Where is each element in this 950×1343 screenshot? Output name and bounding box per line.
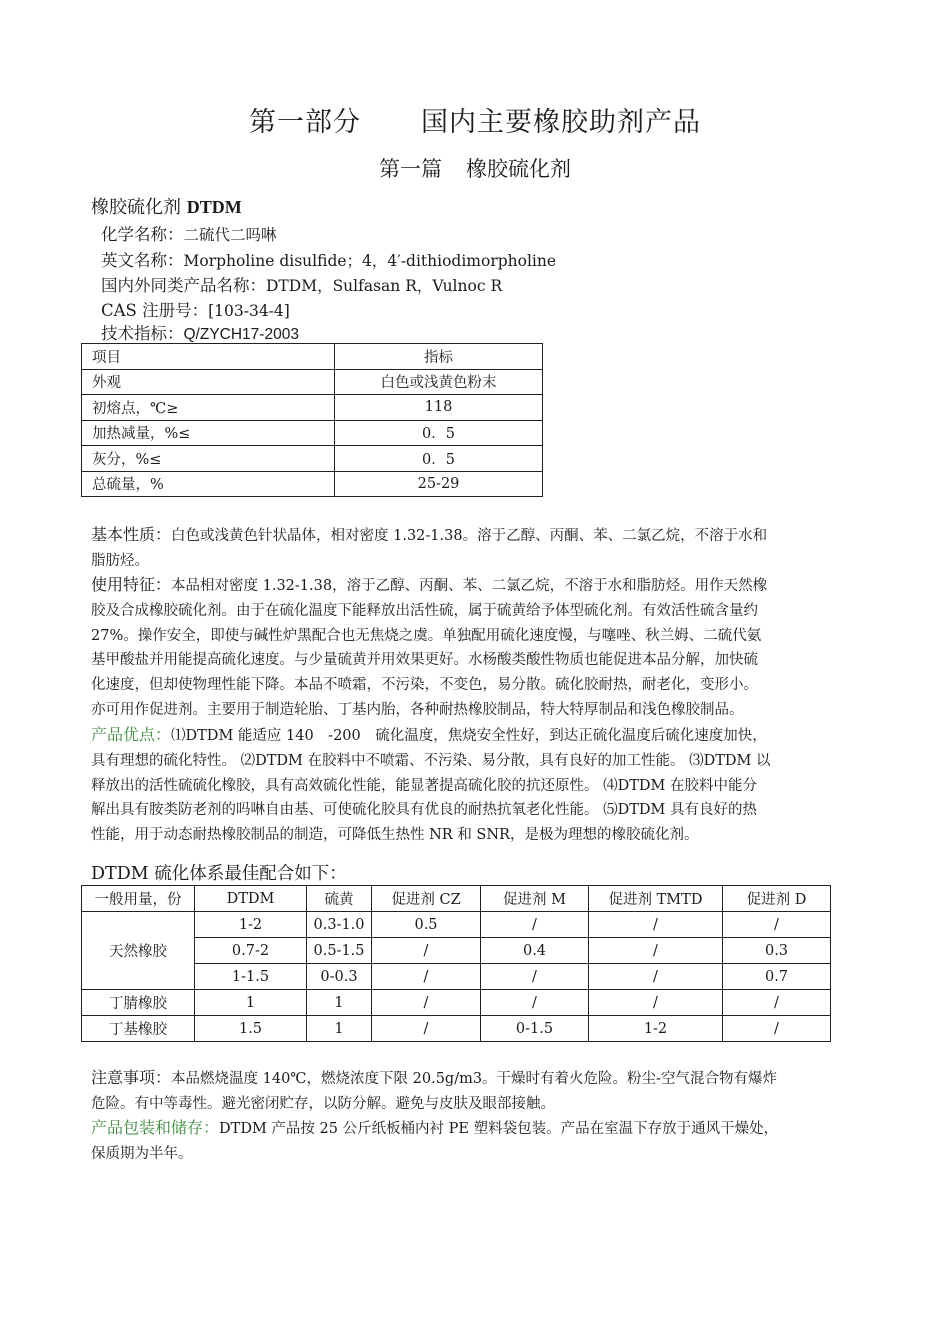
part-title: 第一部分 国内主要橡胶助剂产品 bbox=[249, 107, 701, 138]
table-cell: 灰分，%≤ bbox=[82, 446, 335, 472]
table-cell: / bbox=[372, 938, 481, 964]
table-cell: 1 bbox=[307, 990, 372, 1016]
table-row bbox=[82, 1016, 831, 1042]
table-cell: 0.5 bbox=[372, 912, 481, 938]
table-row bbox=[82, 912, 831, 938]
table-row bbox=[82, 990, 831, 1016]
table-header-cell: DTDM bbox=[195, 886, 307, 912]
table-cell: 白色或浅黄色粉末 bbox=[335, 369, 543, 395]
table-cell: / bbox=[372, 964, 481, 990]
table-cell: / bbox=[481, 990, 589, 1016]
english-name-line: 英文名称：Morpholine disulfide；4，4′-dithiodimorpholine bbox=[101, 251, 557, 270]
table-cell: / bbox=[723, 1016, 831, 1042]
table-cell: 0-0.3 bbox=[307, 964, 372, 990]
packaging-paragraph: 产品包装和储存：DTDM 产品按 25 公斤纸板桶内衬 PE 塑料袋包装。产品在室温下存放于通风干燥处， 保质期为半年。 bbox=[91, 1118, 779, 1162]
table-row bbox=[82, 938, 831, 964]
table-cell: 0.7-2 bbox=[195, 938, 307, 964]
combo-table bbox=[81, 885, 831, 1042]
table-cell: 总硫量，% bbox=[82, 471, 335, 497]
table-header-cell: 项目 bbox=[82, 344, 335, 370]
table-cell: / bbox=[372, 990, 481, 1016]
table-header-row bbox=[82, 344, 543, 370]
spec-table bbox=[81, 343, 543, 497]
table-cell: 1-2 bbox=[195, 912, 307, 938]
table-cell: 118 bbox=[335, 395, 543, 421]
table-cell: / bbox=[589, 912, 723, 938]
table-cell: / bbox=[589, 964, 723, 990]
table-cell: / bbox=[723, 990, 831, 1016]
table-cell: 0.3 bbox=[723, 938, 831, 964]
table-cell: 0-1.5 bbox=[481, 1016, 589, 1042]
table-cell: 0．5 bbox=[335, 420, 543, 446]
notes-paragraph: 注意事项：本品燃烧温度 140℃，燃烧浓度下限 20.5g/m3。干燥时有着火危险。粉尘-空气混合物有爆炸 危险。有中等毒性。避光密闭贮存，以防分解。避免与皮肤及眼部接触。 bbox=[91, 1068, 777, 1112]
table-cell: 0.5-1.5 bbox=[307, 938, 372, 964]
table-row bbox=[82, 964, 831, 990]
table-cell: 1 bbox=[195, 990, 307, 1016]
similar-products-line: 国内外同类产品名称：DTDM，Sulfasan R，Vulnoc R bbox=[101, 276, 503, 295]
table-header-cell: 促进剂 TMTD bbox=[589, 886, 723, 912]
table-cell: 丁基橡胶 bbox=[82, 1016, 195, 1042]
usage-paragraph: 使用特征：本品相对密度 1.32-1.38，溶于乙醇、丙酮、苯、二氯乙烷，不溶于水和脂肪烃。用作天然橡 胶及合成橡胶硫化剂。由于在硫化温度下能释放出活性硫，属于硫黄给予体型硫化剂。有效活性硫含量约 27%。操作安全，即使与碱性炉黑配合也无焦烧之虞。单独配用硫化速度慢，与噻唑、秋兰姆、二硫代氨 基甲酸盐并用能提高硫化速度。与少量硫黄并用效果更好。水杨酸类酸性物质也能促进本品分解，加快硫 化速度，但却使物理性能下降。本品不喷霜，不污染，不变色，易分散。硫化胶耐热，耐老化，变形小。 亦可用作促进剂。主要用于制造轮胎、丁基内胎，各种耐热橡胶制品，特大特厚制品和浅色橡胶制品。 bbox=[91, 575, 768, 718]
table-cell: 加热减量，%≤ bbox=[82, 420, 335, 446]
table-header-cell: 促进剂 D bbox=[723, 886, 831, 912]
table-row bbox=[82, 395, 543, 421]
table-cell: / bbox=[589, 938, 723, 964]
chapter-title: 第一篇 橡胶硫化剂 bbox=[379, 157, 571, 181]
table-cell: 1 bbox=[307, 1016, 372, 1042]
table-row bbox=[82, 420, 543, 446]
table-header-cell: 指标 bbox=[335, 344, 543, 370]
table-cell: 丁腈橡胶 bbox=[82, 990, 195, 1016]
table-cell: 天然橡胶 bbox=[82, 912, 195, 990]
table-header-cell: 促进剂 M bbox=[481, 886, 589, 912]
product-title: 橡胶硫化剂 DTDM bbox=[91, 197, 242, 218]
table-row bbox=[82, 471, 543, 497]
table-cell: 0．5 bbox=[335, 446, 543, 472]
table-header-row bbox=[82, 886, 831, 912]
cas-line: CAS 注册号：[103-34-4] bbox=[101, 301, 290, 320]
table-cell: / bbox=[372, 1016, 481, 1042]
spec-standard-line: 技术指标：Q/ZYCH17-2003 bbox=[101, 324, 299, 343]
table-cell: 1-1.5 bbox=[195, 964, 307, 990]
advantages-paragraph: 产品优点：⑴DTDM 能适应 140 -200 硫化温度，焦烧安全性好，到达正硫化温度后硫化速度加快， 具有理想的硫化特性。 ⑵DTDM 在胶料中不喷霜、不污染、易分散，具有良好的加工性能。 ⑶DTDM 以 释放出的活性硫硫化橡胶，具有高效硫化性能，能显著提高硫化胶的抗还原性。 ⑷DTDM 在胶料中能分 解出具有胺类防老剂的吗啉自由基、可使硫化胶具有优良的耐热抗氧老化性能。 ⑸DTDM 具有良好的热 性能，用于动态耐热橡胶制品的制造，可降低生热性 NR 和 SNR，是极为理想的橡胶硫化剂。 bbox=[91, 725, 771, 844]
table-cell: / bbox=[723, 912, 831, 938]
table-cell: / bbox=[481, 912, 589, 938]
table-cell: 0.4 bbox=[481, 938, 589, 964]
table-cell: / bbox=[481, 964, 589, 990]
chemical-name-line: 化学名称：二硫代二吗啉 bbox=[101, 225, 277, 244]
table-header-cell: 硫黄 bbox=[307, 886, 372, 912]
table-cell: 1.5 bbox=[195, 1016, 307, 1042]
combo-title: DTDM 硫化体系最佳配合如下： bbox=[91, 864, 347, 884]
table-row bbox=[82, 369, 543, 395]
table-cell: 初熔点，℃≥ bbox=[82, 395, 335, 421]
table-header-cell: 促进剂 CZ bbox=[372, 886, 481, 912]
table-cell: 1-2 bbox=[589, 1016, 723, 1042]
table-cell: 外观 bbox=[82, 369, 335, 395]
table-cell: 0.3-1.0 bbox=[307, 912, 372, 938]
table-cell: 0.7 bbox=[723, 964, 831, 990]
table-cell: / bbox=[589, 990, 723, 1016]
table-cell: 25-29 bbox=[335, 471, 543, 497]
basic-properties-paragraph: 基本性质：白色或浅黄色针状晶体，相对密度 1.32-1.38。溶于乙醇、丙酮、苯、二氯乙烷，不溶于水和 脂肪烃。 bbox=[91, 525, 768, 569]
table-row bbox=[82, 446, 543, 472]
table-header-cell: 一般用量，份 bbox=[82, 886, 195, 912]
